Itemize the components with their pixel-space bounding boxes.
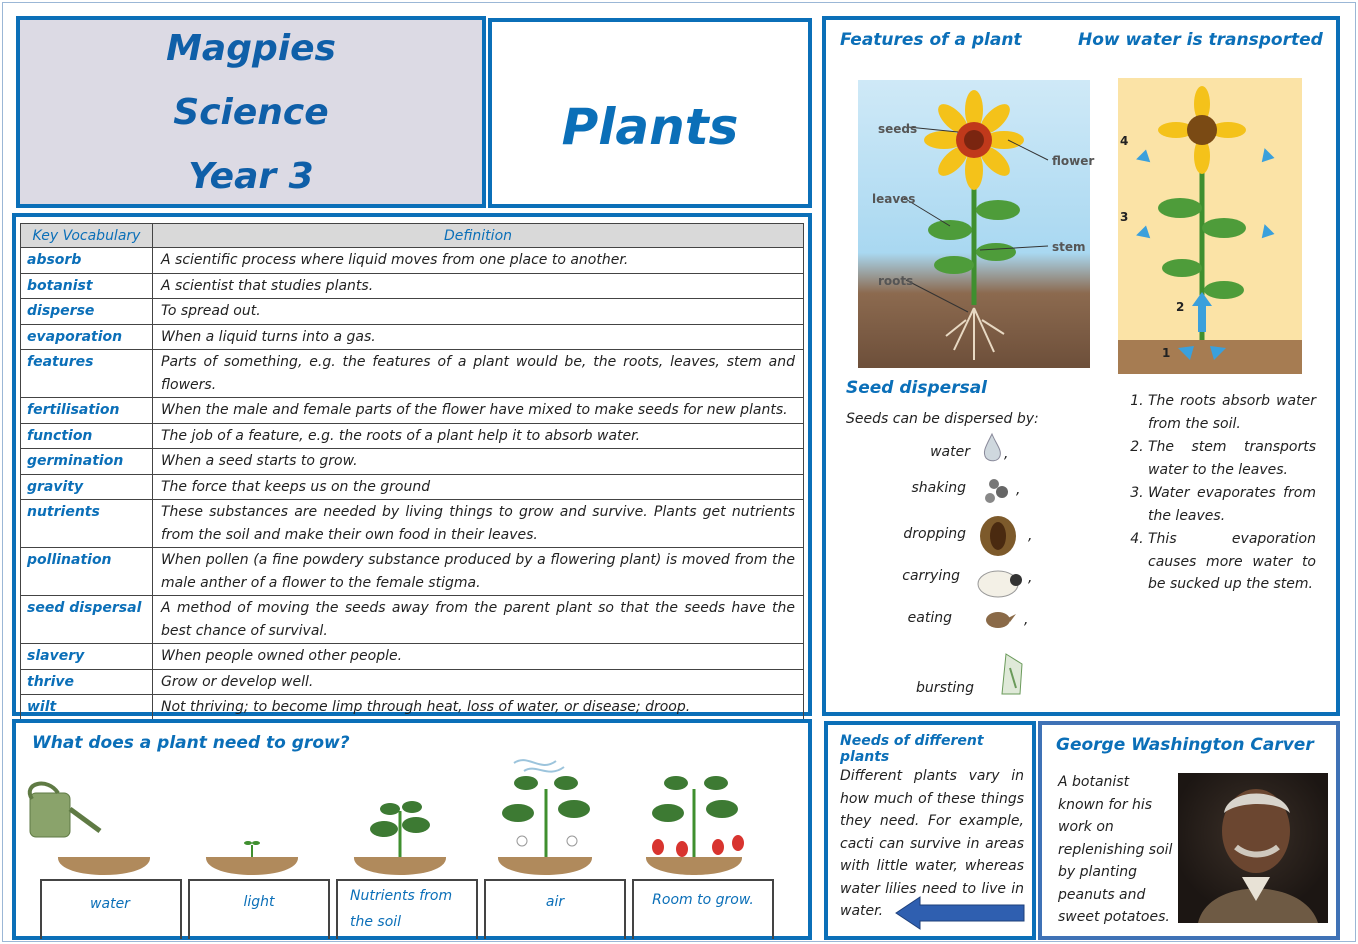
features-heading: Features of a plant	[840, 30, 1022, 50]
water-transport-diagram	[1118, 78, 1302, 374]
transport-steps	[1120, 390, 1316, 597]
vocabulary-rows	[21, 248, 804, 721]
term-column-header: Key Vocabulary	[21, 224, 153, 248]
marker-2: 2	[1176, 300, 1185, 314]
comma: ,	[1016, 482, 1021, 498]
transport-step: 4. This evaporation causes more water to be sucked up the stem.	[1148, 528, 1316, 596]
needs-text: Different plants vary in how much of these things they need. For example, cacti can survive in areas with little water, whereas water lilies need to live in water.	[840, 768, 1024, 919]
vocab-definition: A method of moving the seeds away from the parent plant so that the seeds have the best chance of survival.	[153, 596, 804, 644]
portrait-icon	[1178, 773, 1328, 923]
table-row	[21, 324, 804, 350]
marker-4: 4	[1120, 134, 1129, 148]
transport-step: 3. Water evaporates from the leaves.	[1148, 482, 1316, 527]
school-name: Magpies	[166, 28, 336, 69]
table-row	[21, 500, 804, 548]
vocab-term: absorb	[21, 248, 153, 274]
vocab-definition: When a seed starts to grow.	[153, 449, 804, 475]
need-water: water	[90, 896, 130, 912]
vocab-definition: Parts of something, e.g. the features of a plant would be, the roots, leaves, stem and flowers.	[153, 350, 804, 398]
growing-plants-illustration	[28, 753, 768, 883]
vocab-term: germination	[21, 449, 153, 475]
different-needs-panel	[824, 721, 1036, 940]
table-row	[21, 449, 804, 475]
transport-step: 1. The roots absorb water from the soil.	[1148, 390, 1316, 435]
seed-dispersal-heading: Seed dispersal	[846, 378, 988, 398]
vocab-term: pollination	[21, 548, 153, 596]
carver-portrait	[1178, 773, 1328, 923]
transport-illustration	[1118, 78, 1302, 374]
label-stem: stem	[1052, 240, 1086, 254]
topic-title: Plants	[561, 98, 739, 156]
subject-name: Science	[173, 92, 329, 133]
definition-column-header: Definition	[153, 224, 804, 248]
bird-icon	[986, 612, 1010, 628]
dispersal-carrying: carrying	[902, 568, 960, 584]
label-flower: flower	[1052, 154, 1095, 168]
dispersal-bursting: bursting	[916, 680, 974, 696]
vocab-definition: When a liquid turns into a gas.	[153, 324, 804, 350]
vocab-definition: These substances are needed by living things to grow and survive. Plants get nutrients from the soil and make their own food in their leaves.	[153, 500, 804, 548]
vocab-definition: Not thriving; to become limp through heat, loss of water, or disease; droop.	[153, 695, 804, 721]
vocab-term: thrive	[21, 669, 153, 695]
label-seeds: seeds	[878, 122, 918, 136]
table-header-row	[21, 224, 804, 248]
year-group: Year 3	[188, 156, 314, 197]
vocab-term: seed dispersal	[21, 596, 153, 644]
table-row	[21, 548, 804, 596]
need-air: air	[545, 894, 565, 910]
topic-panel	[488, 18, 812, 208]
table-row	[21, 423, 804, 449]
needs-heading: Needs of different plants	[840, 733, 984, 765]
vocab-term: wilt	[21, 695, 153, 721]
table-row	[21, 644, 804, 670]
table-row	[21, 596, 804, 644]
table-row	[21, 299, 804, 325]
shaking-seeds-icon	[989, 479, 999, 489]
carver-heading: George Washington Carver	[1056, 735, 1314, 755]
arrow-left-icon	[892, 893, 1028, 933]
need-light: light	[243, 894, 275, 910]
vocab-term: botanist	[21, 273, 153, 299]
comma: ,	[1028, 528, 1033, 544]
vocab-term: slavery	[21, 644, 153, 670]
comma: ,	[1004, 446, 1009, 462]
table-row	[21, 273, 804, 299]
marker-3: 3	[1120, 210, 1129, 224]
table-row	[21, 248, 804, 274]
table-row	[21, 350, 804, 398]
plant-needs-panel	[12, 719, 812, 940]
dispersal-dropping: dropping	[903, 526, 966, 542]
dispersal-water: water	[930, 444, 970, 460]
table-row	[21, 695, 804, 721]
label-roots: roots	[878, 274, 914, 288]
title-panel	[16, 16, 486, 208]
vocab-definition: To spread out.	[153, 299, 804, 325]
need-nutrients: Nutrients from the soil	[350, 888, 453, 930]
label-leaves: leaves	[872, 192, 916, 206]
vocab-term: function	[21, 423, 153, 449]
marker-1: 1	[1162, 346, 1171, 360]
carver-text: A botanist known for his work on replenishing soil by planting peanuts and sweet potatoes.	[1058, 774, 1173, 925]
vocab-term: fertilisation	[21, 398, 153, 424]
vocab-term: features	[21, 350, 153, 398]
dispersal-eating: eating	[907, 610, 952, 626]
vocab-definition: The job of a feature, e.g. the roots of a plant help it to absorb water.	[153, 423, 804, 449]
vocab-definition: When pollen (a fine powdery substance produced by a flowering plant) is moved from the male anther of a flower to the female stigma.	[153, 548, 804, 596]
need-room: Room to grow.	[652, 892, 754, 908]
comma: ,	[1028, 570, 1033, 586]
table-row	[21, 398, 804, 424]
vocab-definition: A scientific process where liquid moves from one place to another.	[153, 248, 804, 274]
water-drop-icon	[984, 434, 1000, 461]
vocab-definition: Grow or develop well.	[153, 669, 804, 695]
plant-features-panel	[822, 16, 1340, 716]
comma: ,	[1024, 612, 1029, 628]
dispersal-icons	[976, 432, 1029, 700]
seed-dispersal-intro: Seeds can be dispersed by:	[846, 411, 1039, 427]
vocab-definition: A scientist that studies plants.	[153, 273, 804, 299]
vocab-definition: The force that keeps us on the ground	[153, 474, 804, 500]
dispersal-shaking: shaking	[911, 480, 966, 496]
watering-can-icon	[30, 784, 100, 837]
transport-step: 2. The stem transports water to the leaves.	[1148, 436, 1316, 481]
vocabulary-table	[20, 223, 804, 721]
table-row	[21, 669, 804, 695]
vocabulary-panel	[12, 213, 812, 716]
table-row	[21, 474, 804, 500]
vocab-term: disperse	[21, 299, 153, 325]
grow-heading: What does a plant need to grow?	[32, 733, 350, 753]
vocab-definition: When the male and female parts of the flower have mixed to make seeds for new plants.	[153, 398, 804, 424]
transport-heading: How water is transported	[1078, 30, 1323, 50]
plant-diagram	[858, 80, 1095, 368]
vocab-term: evaporation	[21, 324, 153, 350]
vocab-definition: When people owned other people.	[153, 644, 804, 670]
carver-panel	[1038, 721, 1340, 940]
vocab-term: gravity	[21, 474, 153, 500]
vocab-term: nutrients	[21, 500, 153, 548]
